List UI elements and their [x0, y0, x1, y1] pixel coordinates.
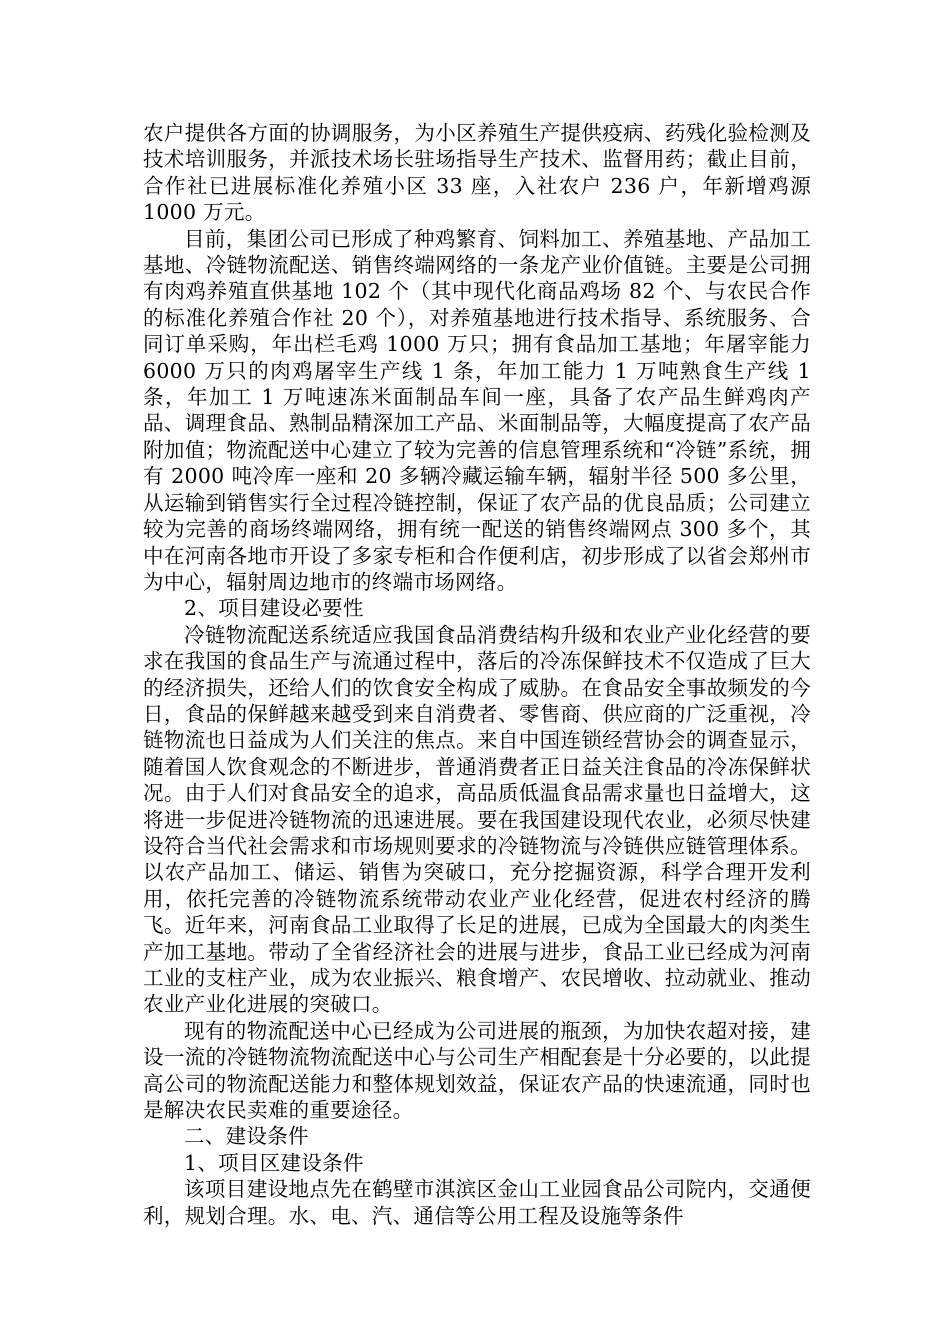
paragraph-site-location: 该项目建设地点先在鹤壁市淇滨区金山工业园食品公司院内，交通便利，规划合理。水、电、汽、通信等公用工程及设施等条件	[143, 1177, 811, 1228]
subsection-heading-site: 1、项目区建设条件	[184, 1150, 364, 1175]
paragraph-bottleneck: 现有的物流配送中心已经成为公司进展的瓶颈，为加快农超对接，建设一流的冷链物流物流配送中心与公司生产相配套是十分必要的，以此提高公司的物流配送能力和整体规划效益，保证农产品的快速流通，同时也是解决农民卖难的重要途径。	[143, 1018, 811, 1123]
section-heading-conditions: 二、建设条件	[184, 1124, 309, 1149]
section-heading-necessity: 2、项目建设必要性	[184, 596, 364, 621]
document-body	[143, 120, 811, 1229]
paragraph-industry-chain: 目前，集团公司已形成了种鸡繁育、饲料加工、养殖基地、产品加工基地、冷链物流配送、销售终端网络的一条龙产业价值链。主要是公司拥有肉鸡养殖直供基地 102 个（其中现代化商品鸡场 82 个、与农民合作的标准化养殖合作社 20 个），对养殖基地进行技术指导、系统服务、合同订单采购，年出栏毛鸡 1000 万只；拥有食品加工基地；年屠宰能力 6000 万只的肉鸡屠宰生产线 1 条，年加工能力 1 万吨熟食生产线 1 条，年加工 1 万吨速冻米面制品车间一座，具备了农产品生鲜鸡肉产品、调理食品、熟制品精深加工产品、米面制品等，大幅度提高了农产品附加值；物流配送中心建立了较为完善的信息管理系统和“冷链”系统，拥有 2000 吨冷库一座和 20 多辆冷藏运输车辆，辐射半径 500 多公里，从运输到销售实行全过程冷链控制，保证了农产品的优良品质；公司建立较为完善的商场终端网络，拥有统一配送的销售终端网点 300 多个，其中在河南各地市开设了多家专柜和合作便利店，初步形成了以省会郑州市为中心，辐射周边地市的终端市场网络。	[143, 226, 811, 594]
paragraph-cold-chain: 冷链物流配送系统适应我国食品消费结构升级和农业产业化经营的要求在我国的食品生产与流通过程中，落后的冷冻保鲜技术不仅造成了巨大的经济损失，还给人们的饮食安全构成了威胁。在食品安全事故频发的今日，食品的保鲜越来越受到来自消费者、零售商、供应商的广泛重视，冷链物流也日益成为人们关注的焦点。来自中国连锁经营协会的调查显示，随着国人饮食观念的不断进步，普通消费者正日益关注食品的冷冻保鲜状况。由于人们对食品安全的追求，高品质低温食品需求量也日益增大，这将进一步促进冷链物流的迅速进展。要在我国建设现代农业，必须尽快建设符合当代社会需求和市场规则要求的冷链物流与冷链供应链管理体系。以农产品加工、储运、销售为突破口，充分挖掘资源，科学合理开发利用，依托完善的冷链物流系统带动农业产业化经营，促进农村经济的腾飞。近年来，河南食品工业取得了长足的进展，已成为全国最大的肉类生产加工基地。带动了全省经济社会的进展与进步，食品工业已经成为河南工业的支柱产业，成为农业振兴、粮食增产、农民增收、拉动就业、推动农业产业化进展的突破口。	[143, 622, 811, 1017]
paragraph-continued: 农户提供各方面的协调服务，为小区养殖生产提供疫病、药残化验检测及技术培训服务，并派技术场长驻场指导生产技术、监督用药；截止目前，合作社已进展标准化养殖小区 33 座，入社农户 236 户，年新增鸡源 1000 万元。	[143, 121, 811, 225]
